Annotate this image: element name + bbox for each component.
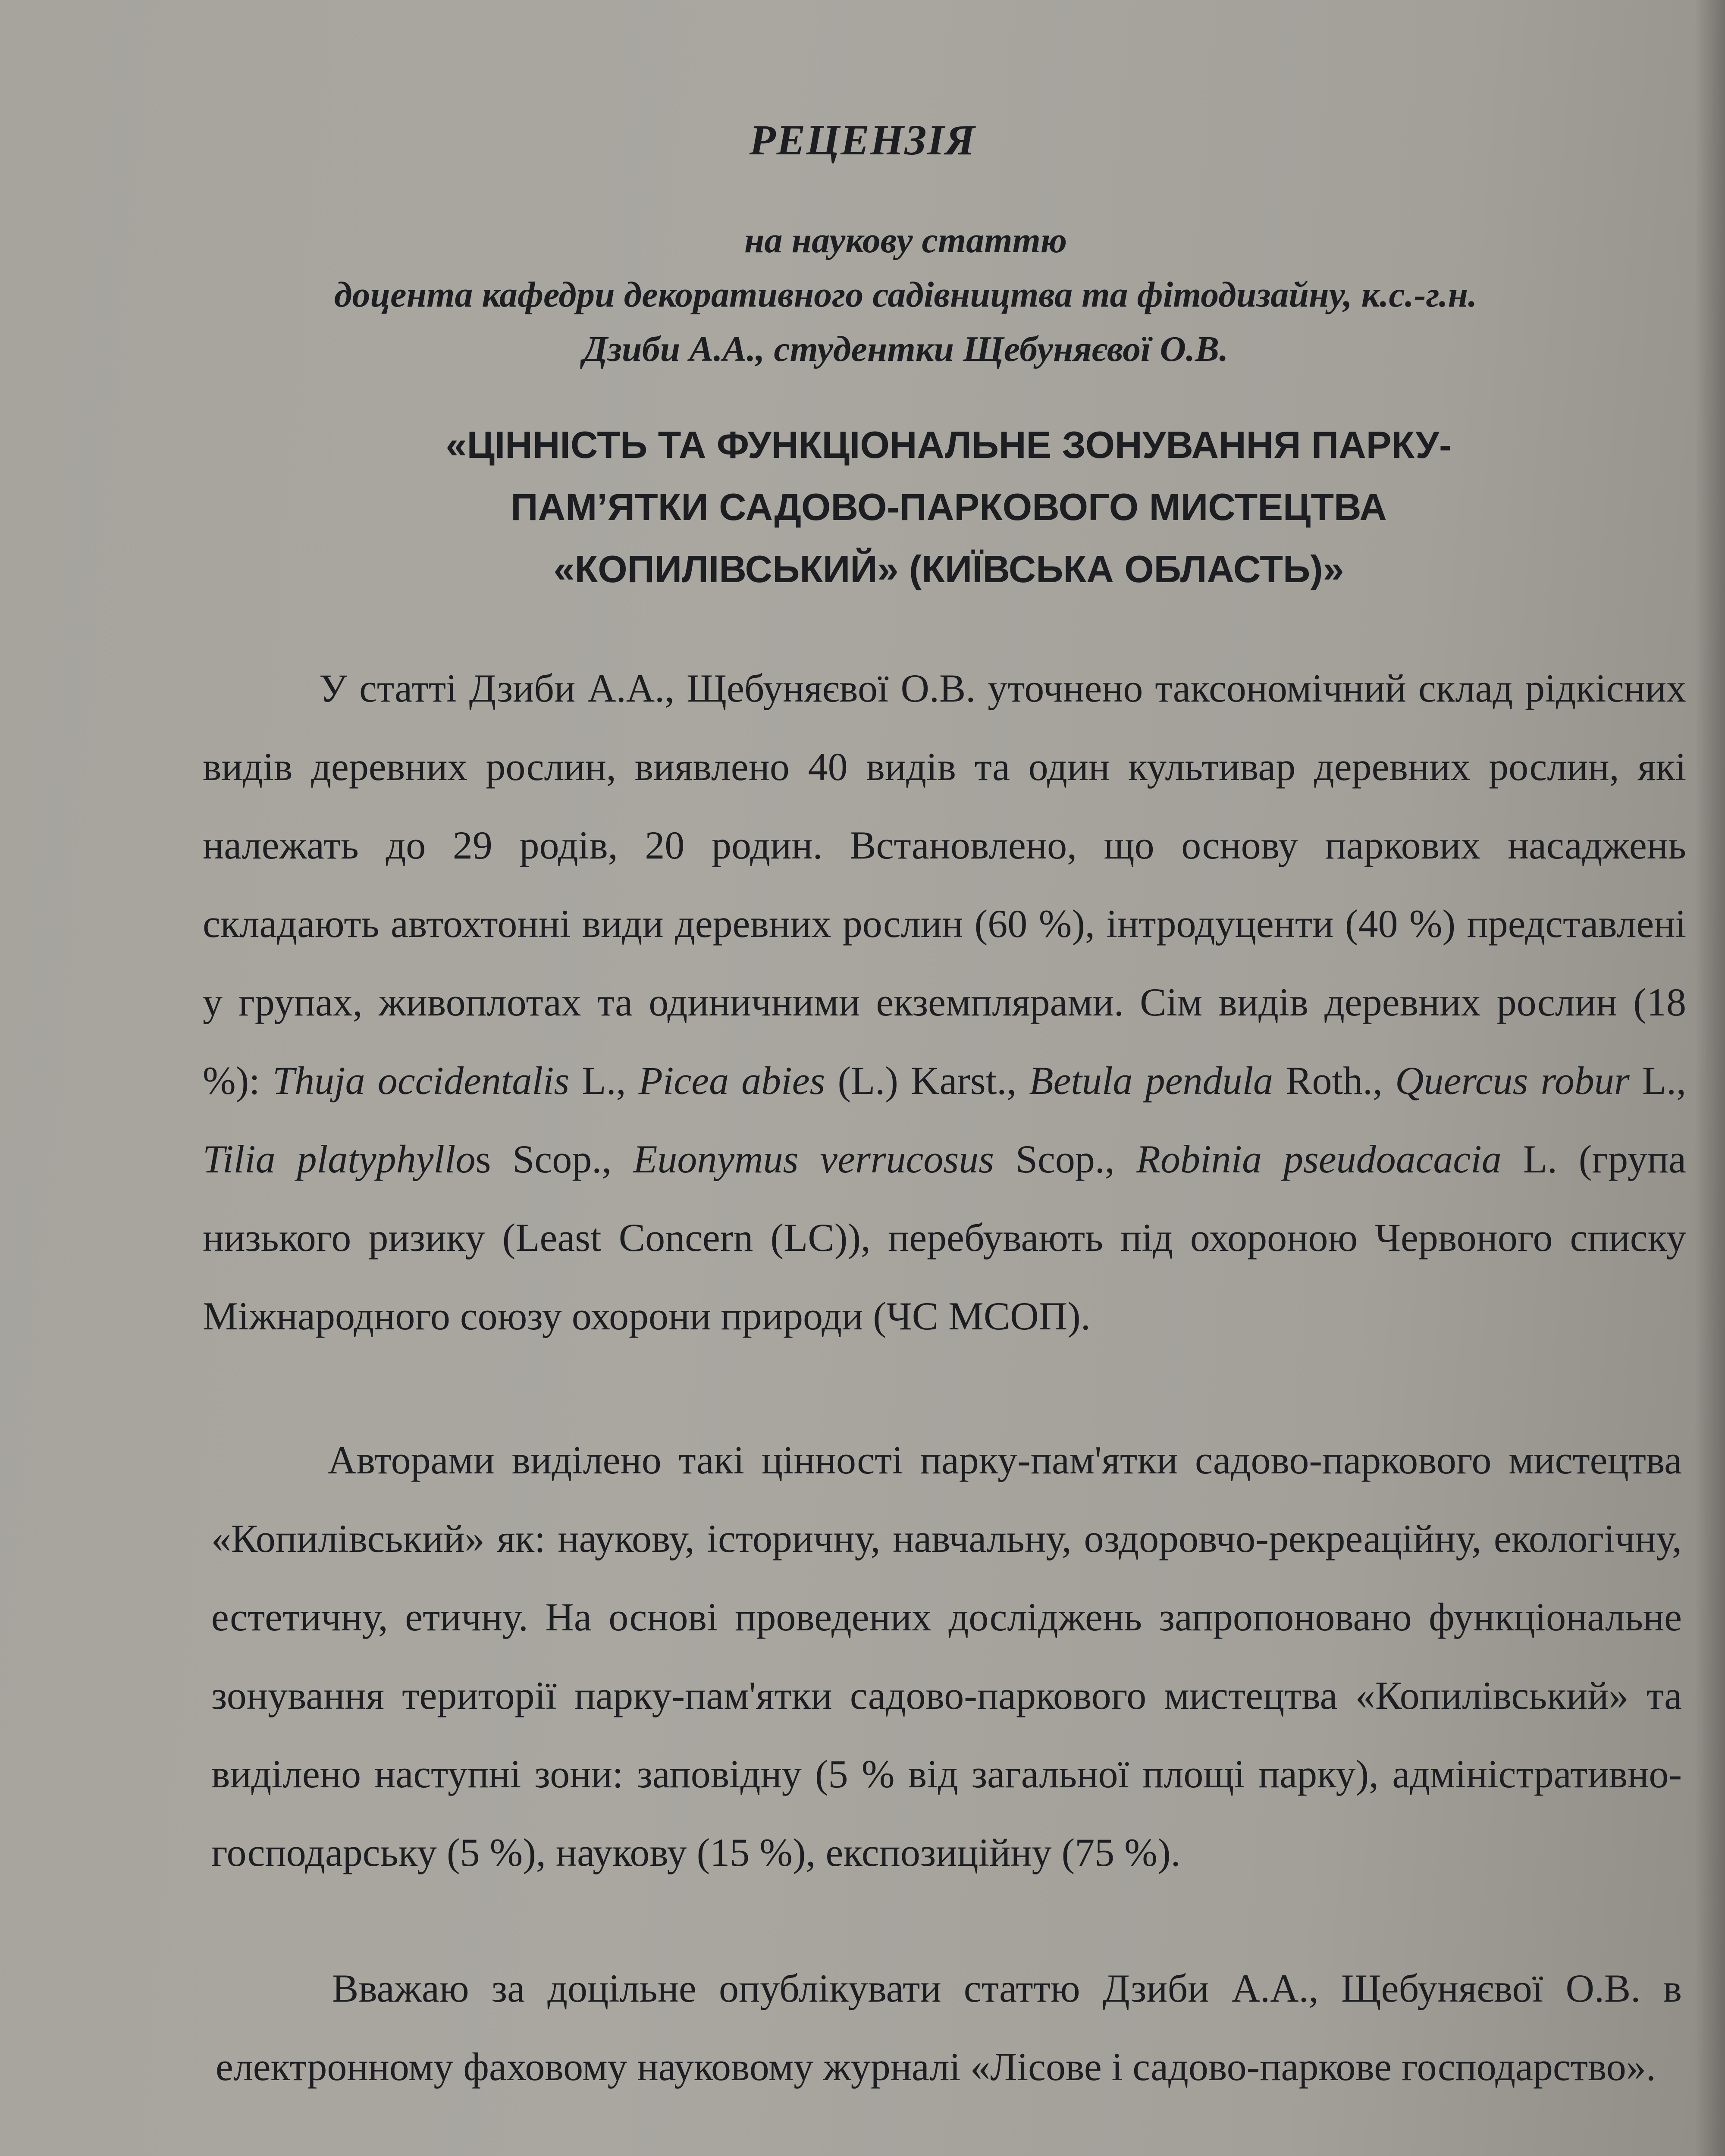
paragraph-findings-text-end: L. (група низького ризику (Least Concern (LC)), перебувають під охороною Червоного списку Міжнародного союзу охорони природи (ЧС МСОП). [203,1137,1686,1338]
species-name: Betula pendula [1029,1059,1273,1103]
paragraph-values-zoning: Авторами виділено такі цінності парку-пам'ятки садово-паркового мистецтва «Копилівський» як: наукову, історичну, навчальну, оздоровчо-рекреаційну, екологічну, естетичну, етичну. На основі проведених досліджень запропоновано функціональне зонування території парку-пам'ятки садово-паркового мистецтва «Копилівський» та виділено наступні зони: заповідну (5 % від загальної площі парку), адміністративно-господарську (5 %), наукову (15 %), експозиційну (75 %). [211,1438,1682,1874]
species-name: Picea abies [638,1059,825,1103]
species-author: L., [569,1059,639,1103]
paragraph-findings-text: У статті Дзиби А.А., Щебуняєвої О.В. уточнено таксономічний склад рідкісних видів деревних рослин, виявлено 40 видів та один культивар деревних рослин, які належать до 29 родів, 20 родин. Встановлено, що основу паркових насаджень складають автохтонні види деревних рослин (60 %), інтродуценти (40 %) представлені у групах, живоплотах та одиничними екземплярами. Сім видів деревних рослин (18 %): [203,666,1686,1103]
species-name: Tilia platyphyllo [203,1137,476,1181]
paragraph-recommendation: Вважаю за доцільне опублікувати статтю Дзиби А.А., Щебуняєвої О.В. в електронному фаховому науковому журналі «Лісове і садово-паркове господарство». [216,1966,1682,2089]
species-name: Euonymus verrucosus [633,1137,994,1181]
paragraph-findings [203,649,1686,1355]
subtitle-line-3: Дзиби А.А., студентки Щебуняєвої О.В. [583,329,1229,369]
species-name: Quercus robur [1395,1059,1630,1103]
subtitle-line-1: на наукову статтю [744,220,1067,260]
species-author: Scop., [994,1137,1136,1181]
species-author: Roth., [1273,1059,1396,1103]
subtitle-line-2: доцента кафедри декоративного садівництва та фітодизайну, к.с.-г.н. [334,275,1477,315]
document-subtitle [86,213,1725,376]
species-name: Robinia pseudoacacia [1136,1137,1502,1181]
species-author: (L.) Karst., [825,1059,1029,1103]
species-name: Thuja occidentalis [272,1059,570,1103]
article-title-line-2: ПАМ’ЯТКИ САДОВО-ПАРКОВОГО МИСТЕЦТВА [511,486,1387,528]
article-title [129,414,1725,600]
species-author: s Scop., [475,1137,634,1181]
article-title-line-3: «КОПИЛІВСЬКИЙ» (КИЇВСЬКА ОБЛАСТЬ)» [553,548,1344,590]
article-title-line-1: «ЦІННІСТЬ ТА ФУНКЦІОНАЛЬНЕ ЗОНУВАННЯ ПАРКУ- [445,423,1452,466]
document-title: РЕЦЕНЗІЯ [749,116,976,164]
species-author: L., [1629,1059,1687,1103]
